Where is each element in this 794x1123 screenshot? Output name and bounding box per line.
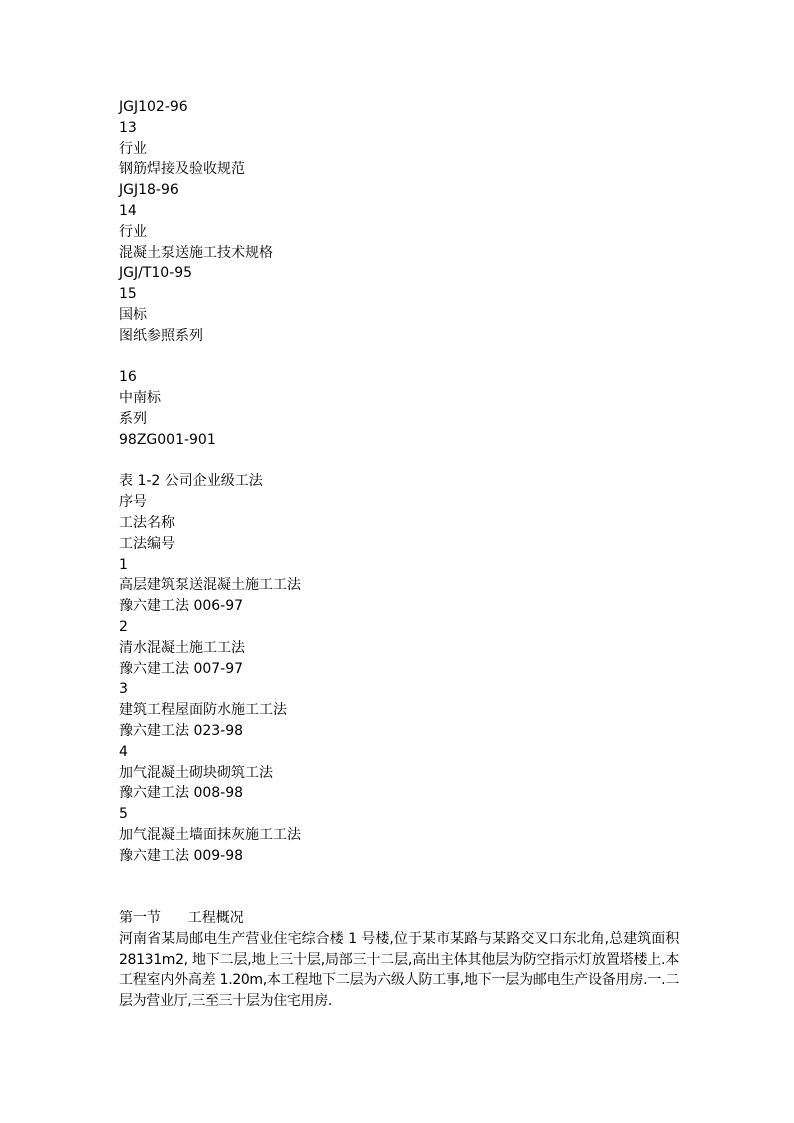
list-line: 系列 xyxy=(119,410,147,427)
table-header: 序号 xyxy=(119,494,147,511)
list-line: 14 xyxy=(119,202,137,219)
list-line: 行业 xyxy=(119,223,147,240)
list-line: 15 xyxy=(119,286,137,303)
list-line: JGJ18-96 xyxy=(119,182,179,199)
table-cell: 豫六建工法 023-98 xyxy=(119,722,244,739)
table-cell: 1 xyxy=(119,556,128,573)
table-cell: 豫六建工法 006-97 xyxy=(119,598,244,615)
blank-line xyxy=(119,866,679,908)
blank-line xyxy=(119,451,679,472)
table-cell: 清水混凝土施工工法 xyxy=(119,639,245,656)
list-line: 混凝土泵送施工技术规格 xyxy=(119,244,273,261)
table-header: 工法名称 xyxy=(119,514,175,531)
table-cell: 高层建筑泵送混凝土施工工法 xyxy=(119,577,301,594)
table-cell: 5 xyxy=(119,806,128,823)
list-line: 图纸参照系列 xyxy=(119,327,203,344)
list-line: 98ZG001-901 xyxy=(119,431,216,448)
list-line: 国标 xyxy=(119,306,147,323)
table-cell: 加气混凝土墙面抹灰施工工法 xyxy=(119,826,301,843)
table-cell: 3 xyxy=(119,681,128,698)
section-title: 第一节 工程概况 xyxy=(119,910,244,927)
list-line: JGJ102-96 xyxy=(119,99,188,115)
table-cell: 豫六建工法 008-98 xyxy=(119,785,244,802)
blank-line xyxy=(119,347,679,368)
list-line: 中南标 xyxy=(119,390,161,407)
list-line: 钢筋焊接及验收规范 xyxy=(119,161,245,178)
table-cell: 豫六建工法 009-98 xyxy=(119,847,244,864)
document-content xyxy=(119,97,679,1012)
list-line: 13 xyxy=(119,119,137,136)
table-cell: 豫六建工法 007-97 xyxy=(119,660,244,677)
table-caption: 表 1-2 公司企业级工法 xyxy=(119,473,263,490)
section-paragraph: 河南省某局邮电生产营业住宅综合楼 1 号楼,位于某市某路与某路交叉口东北角,总建筑面积 28131m2, 地下二层,地上三十层,局部三十二层,高出主体其他层为防空指示灯放置塔楼上.本工程室内外高差 1.20m,本工程地下二层为六级人防工事,地下一层为邮电生产设备用房.一.二层为营业厅,三至三十层为住宅用房. xyxy=(119,930,679,1010)
table-cell: 2 xyxy=(119,618,128,635)
table-cell: 建筑工程屋面防水施工工法 xyxy=(119,702,287,719)
table-cell: 加气混凝土砌块砌筑工法 xyxy=(119,764,273,781)
list-line: JGJ/T10-95 xyxy=(119,265,193,282)
table-cell: 4 xyxy=(119,743,128,760)
list-line: 16 xyxy=(119,369,137,386)
list-line: 行业 xyxy=(119,140,147,157)
table-header: 工法编号 xyxy=(119,535,175,552)
